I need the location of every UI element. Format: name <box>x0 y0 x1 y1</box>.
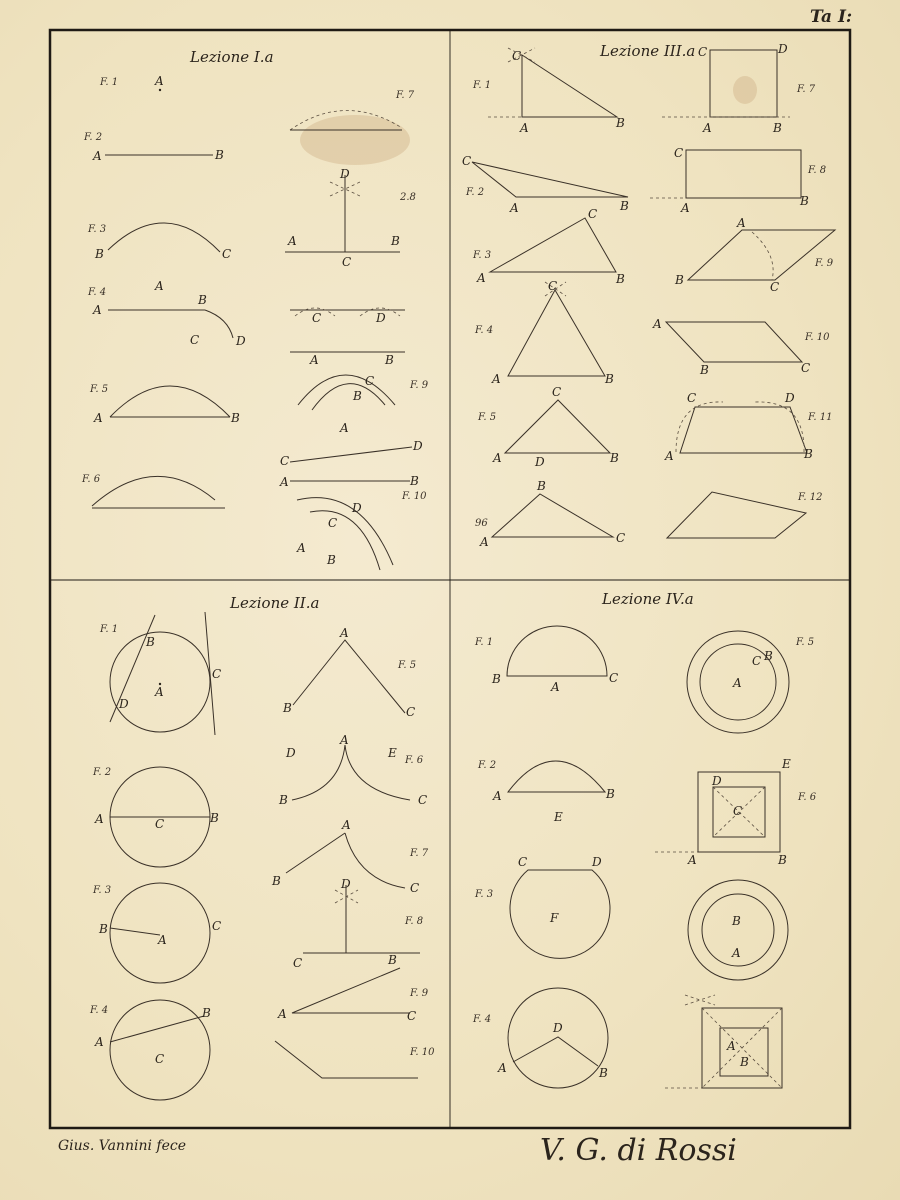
point-label: B <box>740 1055 749 1069</box>
point-label: B <box>385 353 394 367</box>
isosceles-triangle <box>505 400 610 453</box>
point-label: B <box>599 1066 608 1080</box>
acute-angle <box>292 968 410 1013</box>
point-label: C <box>155 1052 165 1066</box>
construction-arcs <box>676 402 804 452</box>
fig-tag: F. 2 <box>478 760 497 771</box>
point-label: B <box>675 273 684 287</box>
fig-tag: F. 7 <box>396 90 415 101</box>
rhombus-figure <box>688 230 835 280</box>
point-label: C <box>155 817 165 831</box>
point-label: A <box>95 1035 104 1049</box>
angle-figure <box>293 640 405 713</box>
point-label: B <box>327 553 336 567</box>
point-label: C <box>512 49 522 63</box>
arc-curve <box>92 476 215 506</box>
point-label: C <box>609 671 619 685</box>
point-label: C <box>190 333 200 347</box>
point-label: B <box>732 914 741 928</box>
point-label: D <box>592 855 602 869</box>
obtuse-triangle <box>472 162 628 197</box>
point-label: A <box>93 149 102 163</box>
fig-tag: F. 4 <box>475 325 494 336</box>
point-label: E <box>388 746 397 760</box>
point-label: B <box>202 1006 211 1020</box>
point-label: C <box>733 804 743 818</box>
fig-tag: F. 5 <box>398 660 417 671</box>
point-label: B <box>95 247 104 261</box>
point-label: C <box>410 881 420 895</box>
point-label: A <box>342 818 351 832</box>
fig-tag: F. 12 <box>798 492 823 503</box>
construction-arc <box>752 232 773 280</box>
point-label: D <box>119 697 129 711</box>
point-label: B <box>272 874 281 888</box>
point-label: A <box>158 933 167 947</box>
point-label: A <box>551 680 560 694</box>
fig-tag: F. 1 <box>100 624 119 635</box>
fig-tag: F. 4 <box>88 287 107 298</box>
lezione-2-figures <box>89 612 435 1100</box>
point-label: A <box>727 1039 736 1053</box>
point-label: A <box>493 451 502 465</box>
parallelogram-figure <box>666 322 802 362</box>
fig-tag: F. 2 <box>466 187 485 198</box>
point-label: C <box>698 45 708 59</box>
circle-figure <box>110 1000 210 1100</box>
trapezoid-figure <box>680 407 807 453</box>
lezione-3-figures <box>462 42 835 549</box>
fig-tag: F. 10 <box>805 332 830 343</box>
fig-tag: 2.8 <box>400 192 416 203</box>
point-label: C <box>293 956 303 970</box>
heading-lezione-4: Lezione IV.a <box>602 590 694 608</box>
lezione-4-figures <box>472 626 817 1088</box>
point-label: C <box>222 247 232 261</box>
fig-tag: F. 7 <box>797 84 816 95</box>
point-label: A <box>297 541 306 555</box>
heading-lezione-1: Lezione I.a <box>190 48 274 66</box>
point-label: B <box>800 194 809 208</box>
point-label: A <box>93 303 102 317</box>
point-label: B <box>283 701 292 715</box>
fig-tag: F. 1 <box>475 637 494 648</box>
heading-lezione-2: Lezione II.a <box>230 594 320 612</box>
point-label: C <box>588 207 598 221</box>
fig-tag: F. 6 <box>798 792 817 803</box>
point-label: B <box>279 793 288 807</box>
point-label: A <box>498 1061 507 1075</box>
fig-tag: F. 3 <box>475 889 494 900</box>
quadrilateral-figure <box>667 492 806 538</box>
circle-segment-major <box>510 870 610 958</box>
point-label: B <box>804 447 813 461</box>
point-label: C <box>462 154 472 168</box>
point-label: B <box>606 787 615 801</box>
rectangle-figure <box>686 150 801 198</box>
chord-line <box>110 1016 204 1042</box>
point-label: A <box>280 475 289 489</box>
point-label: A <box>493 789 502 803</box>
point-label: A <box>278 1007 287 1021</box>
point-label: A <box>340 421 349 435</box>
fig-tag: F. 9 <box>410 988 429 999</box>
point-label: C <box>406 705 416 719</box>
angle-side <box>286 833 345 873</box>
point-label: C <box>312 311 322 325</box>
point-label: C <box>616 531 626 545</box>
point-label: A <box>665 449 674 463</box>
arc-curve <box>108 223 220 252</box>
point-label: A <box>288 234 297 248</box>
point-label: B <box>778 853 787 867</box>
point-label: C <box>770 280 780 294</box>
point-label: A <box>520 121 529 135</box>
point-label: C <box>418 793 428 807</box>
point-label: B <box>616 116 625 130</box>
right-triangle <box>522 55 617 117</box>
point-label: B <box>605 372 614 386</box>
fig-tag: F. 2 <box>93 767 112 778</box>
point-label: C <box>280 454 290 468</box>
arc-curve <box>205 310 233 338</box>
point-label: B <box>353 389 362 403</box>
point-label: E <box>782 757 791 771</box>
point-label: A <box>340 733 349 747</box>
point-label: F <box>550 911 559 925</box>
point-label: A <box>95 812 104 826</box>
point-label: A <box>510 201 519 215</box>
point-label: C <box>342 255 352 269</box>
point-label: C <box>674 146 684 160</box>
fig-tag: F. 4 <box>473 1014 492 1025</box>
sector-radii <box>513 1037 598 1066</box>
fig-tag: F. 1 <box>100 77 119 88</box>
fig-tag: F. 5 <box>796 637 815 648</box>
fig-tag: F. 3 <box>473 250 492 261</box>
point-label: B <box>231 411 240 425</box>
point-label: A <box>155 685 164 699</box>
approval-signature: V. G. di Rossi <box>540 1133 737 1168</box>
point-label: A <box>681 201 690 215</box>
point-label: C <box>801 361 811 375</box>
point-label: B <box>700 363 709 377</box>
heading-lezione-3: Lezione III.a <box>600 42 696 60</box>
point-label: B <box>620 199 629 213</box>
point-label: C <box>407 1009 417 1023</box>
point-label: A <box>733 676 742 690</box>
fig-tag: F. 2 <box>84 132 103 143</box>
fig-tag: F. 11 <box>808 412 833 423</box>
point-label: B <box>215 148 224 162</box>
fig-tag: F. 7 <box>410 848 429 859</box>
point-label: A <box>492 372 501 386</box>
concentric-arc <box>297 498 393 565</box>
point-label: A <box>155 74 164 88</box>
point-label: C <box>518 855 528 869</box>
fig-tag: F. 5 <box>90 384 109 395</box>
point-label: B <box>610 451 619 465</box>
point-label: D <box>286 746 296 760</box>
point-label: A <box>703 121 712 135</box>
point-label: D <box>340 167 350 181</box>
engraver-signature: Gius. Vannini fece <box>58 1138 186 1154</box>
point-label: A <box>653 317 662 331</box>
arc-curve <box>110 386 230 417</box>
point-label: D <box>712 774 722 788</box>
point-label: D <box>352 501 362 515</box>
fig-tag: F. 4 <box>90 1005 109 1016</box>
fig-tag: F. 1 <box>473 80 492 91</box>
point-label: C <box>365 374 375 388</box>
point-label: D <box>376 311 386 325</box>
point-label: A <box>155 279 164 293</box>
semicircle-figure <box>507 626 607 676</box>
concentric-arc <box>310 511 380 570</box>
paper-stain <box>733 76 757 104</box>
obtuse-angle <box>275 1041 418 1078</box>
fig-tag: F. 10 <box>410 1047 435 1058</box>
point-label: B <box>99 922 108 936</box>
point-label: B <box>773 121 782 135</box>
point-label: B <box>764 649 773 663</box>
scalene-triangle <box>490 218 616 272</box>
point-label: C <box>752 654 762 668</box>
fig-tag: F. 10 <box>402 491 427 502</box>
point-label: C <box>687 391 697 405</box>
point-label: A <box>688 853 697 867</box>
outer-circle <box>688 880 788 980</box>
fig-tag: F. 6 <box>405 755 424 766</box>
segment-of-circle <box>508 761 605 792</box>
point-label: C <box>212 919 222 933</box>
point-label: C <box>328 516 338 530</box>
oblique-line <box>290 447 412 462</box>
point-dot <box>159 89 161 91</box>
point-label: B <box>391 234 400 248</box>
circle-figure <box>110 632 210 732</box>
fig-tag: F. 3 <box>93 885 112 896</box>
point-label: B <box>537 479 546 493</box>
construction-cross <box>685 995 715 1005</box>
point-label: D <box>341 877 351 891</box>
circle-figure <box>508 988 608 1088</box>
fig-tag: F. 9 <box>815 258 834 269</box>
point-label: D <box>413 439 423 453</box>
point-label: A <box>737 216 746 230</box>
point-label: A <box>480 535 489 549</box>
point-label: D <box>535 455 545 469</box>
point-label: D <box>778 42 788 56</box>
point-label: B <box>210 811 219 825</box>
radius-line <box>110 928 160 935</box>
point-label: B <box>410 474 419 488</box>
point-label: B <box>388 953 397 967</box>
paper-stain <box>300 115 410 165</box>
point-label: A <box>732 946 741 960</box>
point-label: A <box>310 353 319 367</box>
point-label: B <box>198 293 207 307</box>
point-label: A <box>94 411 103 425</box>
point-dot <box>159 683 161 685</box>
point-label: B <box>146 635 155 649</box>
point-label: D <box>236 334 246 348</box>
mixed-angle-arc <box>345 833 405 888</box>
fig-tag: F. 5 <box>478 412 497 423</box>
point-label: B <box>492 672 501 686</box>
triangle-figure <box>492 494 613 537</box>
point-label: A <box>340 626 349 640</box>
point-label: C <box>548 279 558 293</box>
fig-tag: F. 9 <box>410 380 429 391</box>
point-label: E <box>554 810 563 824</box>
fig-tag: 96 <box>475 518 488 529</box>
plate-label: Ta I: <box>810 7 853 27</box>
fig-tag: F. 8 <box>808 165 827 176</box>
point-label: C <box>552 385 562 399</box>
point-label: D <box>553 1021 563 1035</box>
fig-tag: F. 8 <box>405 916 424 927</box>
fig-tag: F. 6 <box>82 474 101 485</box>
fig-tag: F. 3 <box>88 224 107 235</box>
point-label: C <box>212 667 222 681</box>
equilateral-triangle <box>508 290 605 376</box>
point-label: B <box>616 272 625 286</box>
point-label: A <box>477 271 486 285</box>
point-label: D <box>785 391 795 405</box>
